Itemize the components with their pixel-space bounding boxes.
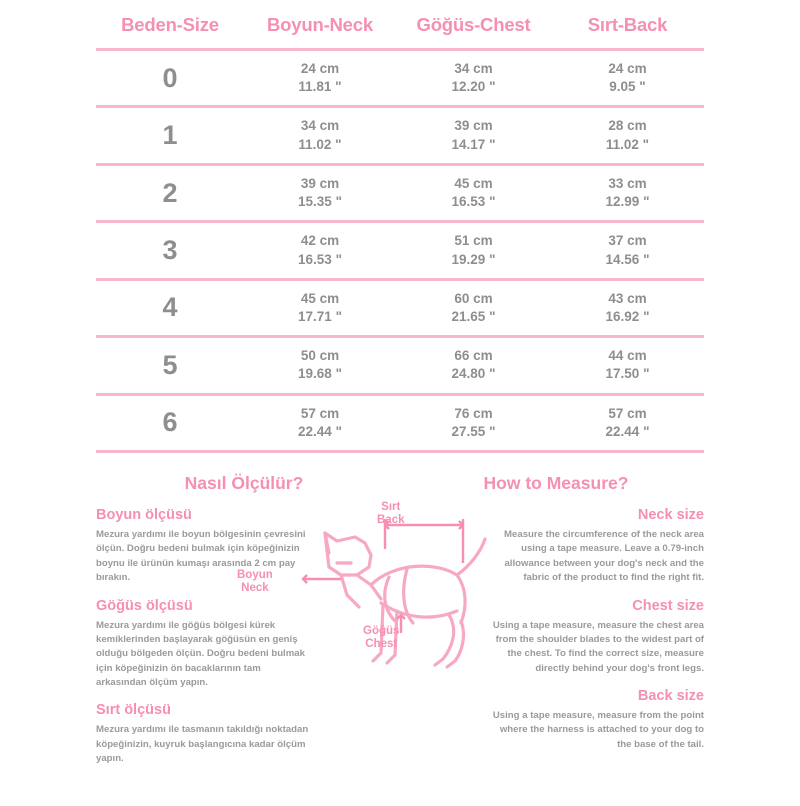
cell-chest (396, 107, 551, 164)
table-row (96, 107, 704, 164)
measure-heading-tr: Nasıl Ölçülür? (184, 473, 304, 494)
cell-chest-in: 21.65 " (451, 308, 496, 324)
cell-neck-in: 17.71 " (298, 308, 342, 324)
cell-chest (396, 50, 551, 107)
measure-body-back-en: Using a tape measure, measure from the point where the harness is attached to your dog to the base of the tail. (492, 710, 704, 750)
cell-back (551, 279, 704, 336)
cell-neck-cm: 42 cm (300, 233, 340, 249)
cell-back (551, 337, 704, 394)
cell-chest-in: 12.20 " (451, 79, 496, 95)
cell-size: 6 (96, 394, 244, 451)
cell-neck-cm: 34 cm (300, 118, 340, 134)
cell-back (551, 50, 704, 107)
cell-size: 5 (96, 337, 244, 394)
measure-column-tr (96, 508, 314, 780)
measure-block-chest-en (486, 599, 704, 677)
cell-chest-cm: 51 cm (454, 233, 493, 249)
cell-neck-cm: 45 cm (300, 290, 340, 306)
cell-back-in: 9.05 " (609, 79, 646, 95)
cell-neck-cm: 39 cm (300, 175, 340, 191)
diagram-label-chest (363, 625, 399, 651)
table-row (96, 279, 704, 336)
cell-back (551, 222, 704, 279)
cell-back-cm: 37 cm (608, 233, 647, 249)
cell-neck (244, 279, 396, 336)
table-row (96, 50, 704, 107)
cell-back-cm: 44 cm (608, 348, 647, 364)
measure-title-chest-tr: Göğüs ölçüsü (96, 597, 193, 614)
cell-back-cm: 43 cm (608, 290, 647, 306)
cell-chest-in: 27.55 " (451, 423, 496, 439)
measure-body-neck-tr: Mezura yardımı ile boyun bölgesinin çevresini ölçün. Doğru bedeni bulmak için köpeğinizin boynu ile ürünün kumaşı arasında 2 cm pay bırakın. (96, 529, 306, 584)
cell-back-in: 17.50 " (605, 366, 650, 382)
measure-body-back-tr: Mezura yardımı ile tasmanın takıldığı noktadan köpeğinizin, kuyruk başlangıcına kadar ölçüm yapın. (96, 724, 309, 765)
cell-back-in: 16.92 " (605, 308, 650, 324)
diagram-label-back-en: Back (377, 514, 405, 527)
table-row (96, 164, 704, 221)
cell-chest (396, 164, 551, 221)
table-row (96, 222, 704, 279)
cell-back-cm: 28 cm (608, 118, 647, 134)
column-header-neck: Boyun-Neck (267, 14, 373, 35)
cell-chest-cm: 34 cm (454, 61, 493, 76)
measure-headings (96, 473, 704, 494)
diagram-label-chest-tr: Göğüs (363, 625, 400, 638)
cell-chest (396, 222, 551, 279)
cell-back-cm: 24 cm (608, 61, 647, 76)
dog-illustration-icon (285, 503, 515, 688)
diagram-label-neck-en: Neck (241, 582, 269, 595)
size-table-body (96, 50, 704, 452)
cell-chest (396, 394, 551, 451)
column-header-chest: Göğüs-Chest (416, 14, 531, 35)
cell-back (551, 107, 704, 164)
column-header-back: Sırt-Back (587, 14, 668, 35)
cell-chest (396, 337, 551, 394)
cell-neck (244, 337, 396, 394)
cell-back (551, 394, 704, 451)
cell-neck-in: 15.35 " (298, 194, 342, 210)
cell-back (551, 164, 704, 221)
cell-neck-in: 11.02 " (298, 136, 342, 152)
measure-title-neck-en: Neck size (637, 507, 704, 524)
measure-block-neck-tr (96, 508, 314, 586)
cell-chest-in: 19.29 " (451, 251, 496, 267)
cell-chest-cm: 45 cm (454, 175, 493, 191)
table-header-row (96, 6, 704, 50)
cell-size: 4 (96, 279, 244, 336)
diagram-label-back-tr: Sırt (381, 501, 401, 514)
cell-chest-cm: 39 cm (454, 118, 493, 134)
cell-back-in: 11.02 " (605, 136, 650, 152)
cell-chest-cm: 66 cm (454, 348, 493, 364)
cell-neck-cm: 57 cm (300, 405, 340, 421)
size-chart-page (0, 6, 800, 806)
measure-body-neck-en: Measure the circumference of the neck area using a tape measure. Leave a 0.79-inch allowance between your dog's neck and the fabric of the product to find the right fit. (504, 529, 704, 584)
column-header-size: Beden-Size (121, 14, 219, 35)
cell-size: 1 (96, 107, 244, 164)
cell-back-in: 14.56 " (605, 251, 650, 267)
cell-back-in: 22.44 " (605, 423, 650, 439)
cell-neck (244, 164, 396, 221)
diagram-label-back (377, 501, 405, 527)
cell-neck-in: 11.81 " (298, 79, 342, 95)
cell-neck-in: 19.68 " (298, 366, 342, 382)
diagram-label-chest-en: Chest (365, 638, 398, 651)
dog-diagram (237, 501, 515, 683)
cell-neck (244, 50, 396, 107)
cell-neck-in: 22.44 " (298, 423, 342, 439)
measure-title-chest-en: Chest size (632, 597, 704, 614)
size-table (96, 6, 704, 453)
cell-back-cm: 57 cm (608, 405, 647, 421)
cell-neck (244, 394, 396, 451)
size-table-header (96, 6, 704, 50)
cell-neck-in: 16.53 " (298, 251, 342, 267)
cell-back-in: 12.99 " (605, 194, 650, 210)
cell-neck (244, 222, 396, 279)
cell-neck-cm: 24 cm (300, 61, 340, 76)
cell-chest-cm: 60 cm (454, 290, 493, 306)
cell-neck-cm: 50 cm (300, 348, 340, 364)
cell-size: 3 (96, 222, 244, 279)
cell-chest (396, 279, 551, 336)
cell-back-cm: 33 cm (608, 175, 647, 191)
cell-chest-cm: 76 cm (454, 405, 493, 421)
table-row (96, 337, 704, 394)
cell-chest-in: 14.17 " (451, 136, 496, 152)
cell-chest-in: 24.80 " (451, 366, 496, 382)
measure-block-neck-en (486, 508, 704, 586)
how-to-measure-section (96, 473, 704, 803)
measure-body-chest-en: Using a tape measure, measure the chest area from the shoulder blades to the widest part of the chest. To find the correct size, measure directly behind your dog's front legs. (492, 619, 704, 674)
measure-block-back-tr (96, 703, 314, 766)
measure-title-neck-tr: Boyun ölçüsü (96, 507, 192, 524)
table-row (96, 394, 704, 451)
diagram-label-neck-tr: Boyun (237, 569, 273, 582)
cell-neck (244, 107, 396, 164)
measure-title-back-tr: Sırt ölçüsü (96, 702, 171, 719)
diagram-label-neck (237, 569, 273, 595)
measure-column-en (486, 508, 704, 765)
cell-size: 0 (96, 50, 244, 107)
measure-block-back-en (486, 689, 704, 752)
cell-chest-in: 16.53 " (451, 194, 496, 210)
measure-block-chest-tr (96, 599, 314, 691)
measure-title-back-en: Back size (637, 688, 704, 705)
measure-body-chest-tr: Mezura yardımı ile göğüs bölgesi kürek kemiklerinden başlayarak göğüsün en geniş olduğu bölgeden ölçün. Doğru bedeni bulmak için köpeğinizin ön bacaklarının tam arkasından ölçüm yapın. (96, 619, 305, 689)
measure-heading-en: How to Measure? (483, 473, 629, 494)
cell-size: 2 (96, 164, 244, 221)
